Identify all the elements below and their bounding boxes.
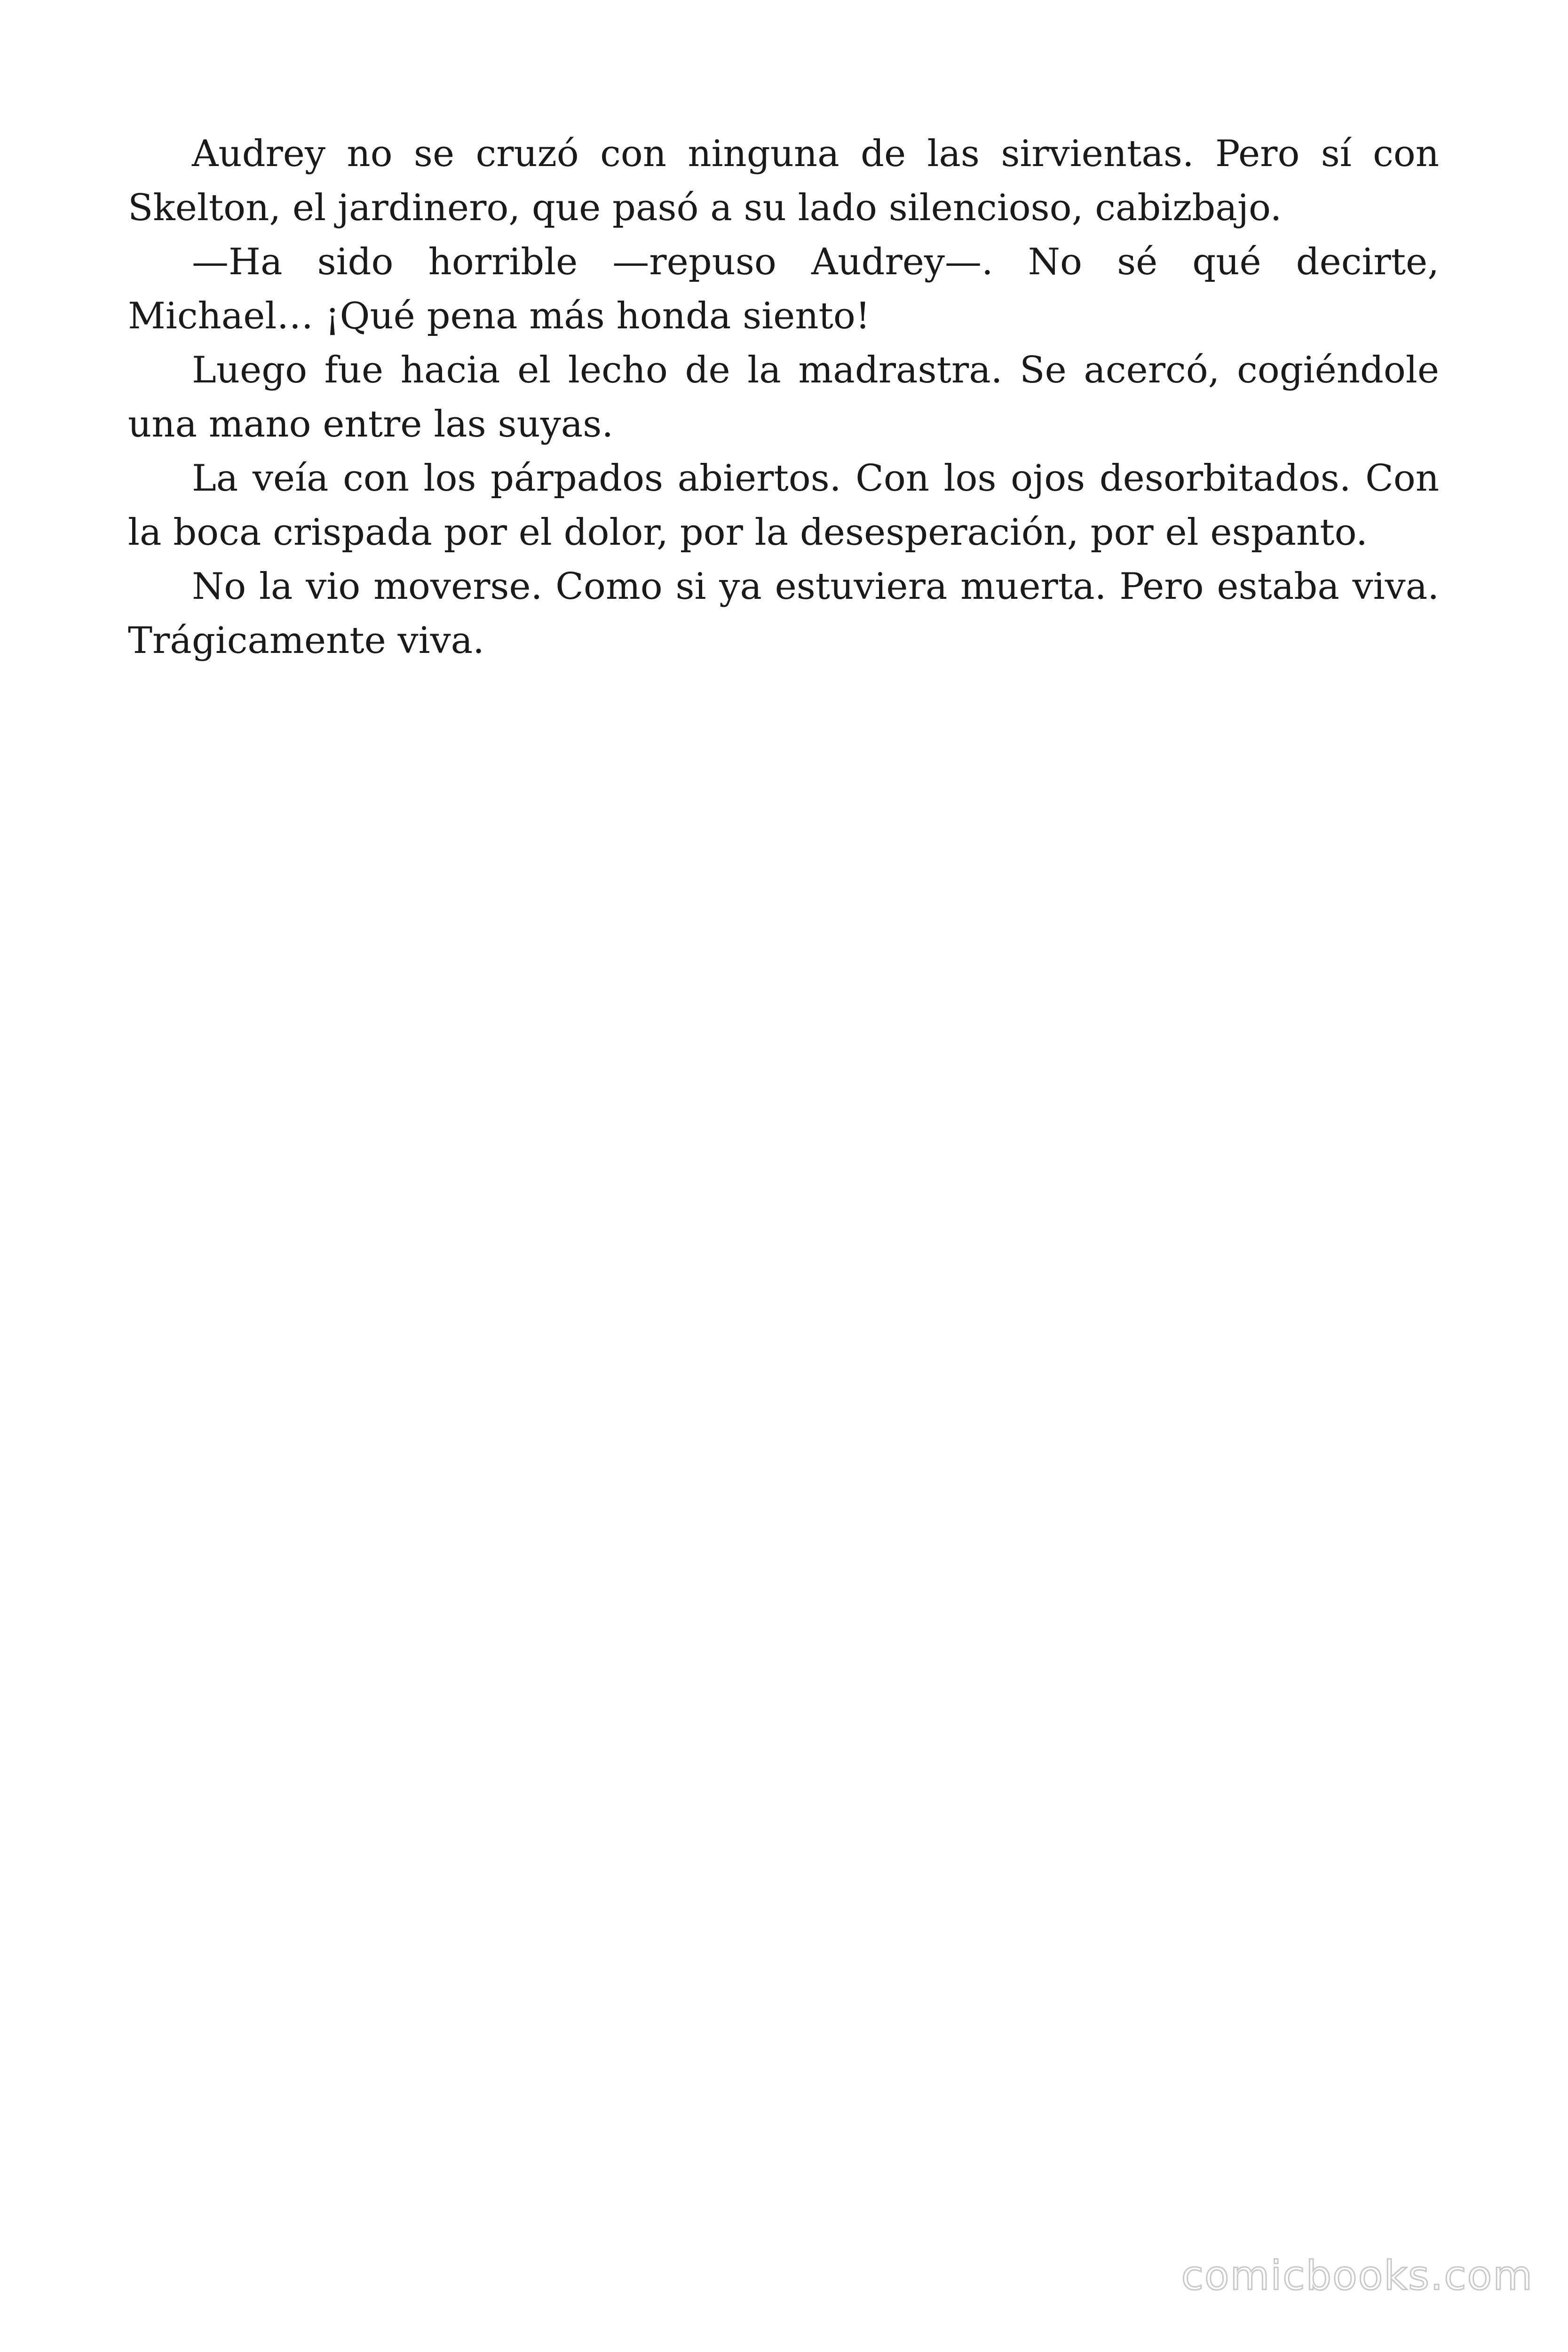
paragraph-5: No la vio moverse. Como si ya estuviera muerta. Pero estaba viva. Trágicamente viva. [128, 565, 1439, 662]
paragraph-2: —Ha sido horrible —repuso Audrey—. No sé qué decirte, Michael… ¡Qué pena más honda siento! [128, 241, 1439, 337]
paragraph-1: Audrey no se cruzó con ninguna de las sirvientas. Pero sí con Skelton, el jardinero, que pasó a su lado silencioso, cabizbajo. [128, 133, 1439, 229]
paragraph-4: La veía con los párpados abiertos. Con los ojos desorbitados. Con la boca crispada por el dolor, por la desesperación, por el espanto. [128, 457, 1439, 554]
paragraph-3: Luego fue hacia el lecho de la madrastra. Se acercó, cogiéndole una mano entre las suyas. [128, 349, 1439, 445]
body-text [128, 127, 1439, 668]
watermark: comicbooks.com [1181, 2252, 1533, 2299]
